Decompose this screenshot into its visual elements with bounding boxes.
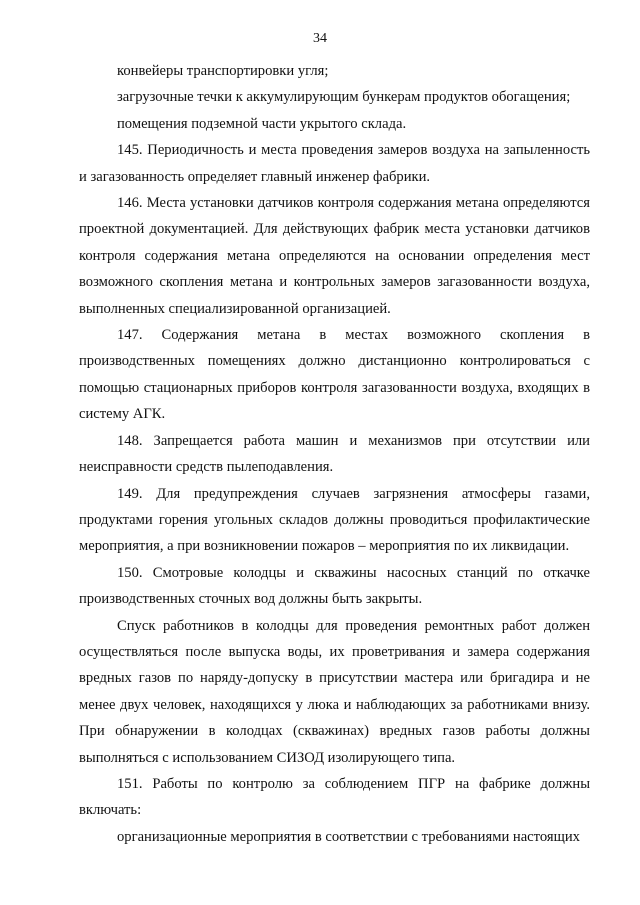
paragraph-145: 145. Периодичность и места проведения замеров воздуха на запыленность и загазованность определяет главный инженер фабрики. (79, 142, 590, 185)
document-body (79, 58, 590, 850)
list-item-chutes: загрузочные течки к аккумулирующим бункерам продуктов обогащения; (117, 89, 571, 106)
paragraph-146: 146. Места установки датчиков контроля содержания метана определяются проектной документацией. Для действующих фабрик места установки датчиков контроля содержания метана определяются на основании определения мест возможного скопления метана и контрольных замеров загазованности воздуха, выполненных специализированной организацией. (79, 195, 590, 317)
paragraph-151: 151. Работы по контролю за соблюдением ПГР на фабрике должны включать: (79, 775, 590, 819)
list-item-conveyors: конвейеры транспортировки угля; (117, 63, 329, 79)
paragraph-150: 150. Смотровые колодцы и скважины насосных станций по откачке производственных сточных вод должны быть закрыты. (79, 564, 590, 608)
paragraph-150-continuation: Спуск работников в колодцы для проведения ремонтных работ должен осуществляться после выпуска воды, их проветривания и замера содержания вредных газов по наряду-допуску в присутствии мастера или бригадира и не менее двух человек, находящихся у люка и наблюдающих за работниками внизу. При обнаружении в колодцах (скважинах) вредных газов работы должны выполняться с использованием СИЗОД изолирующего типа. (79, 617, 590, 766)
list-item-organizational-measures: организационные мероприятия в соответствии с требованиями настоящих (117, 828, 580, 845)
paragraph-147: 147. Содержания метана в местах возможного скопления в производственных помещениях должно дистанционно контролироваться с помощью стационарных приборов контроля загазованности воздуха, входящих в систему АГК. (79, 327, 590, 423)
paragraph-148: 148. Запрещается работа машин и механизмов при отсутствии или неисправности средств пылеподавления. (79, 432, 590, 476)
paragraph-149: 149. Для предупреждения случаев загрязнения атмосферы газами, продуктами горения угольных складов должны проводиться профилактические мероприятия, а при возникновении пожаров – мероприятия по их ликвидации. (79, 485, 590, 555)
list-item-underground-premises: помещения подземной части укрытого склада. (117, 115, 407, 132)
page-number: 34 (313, 31, 327, 46)
